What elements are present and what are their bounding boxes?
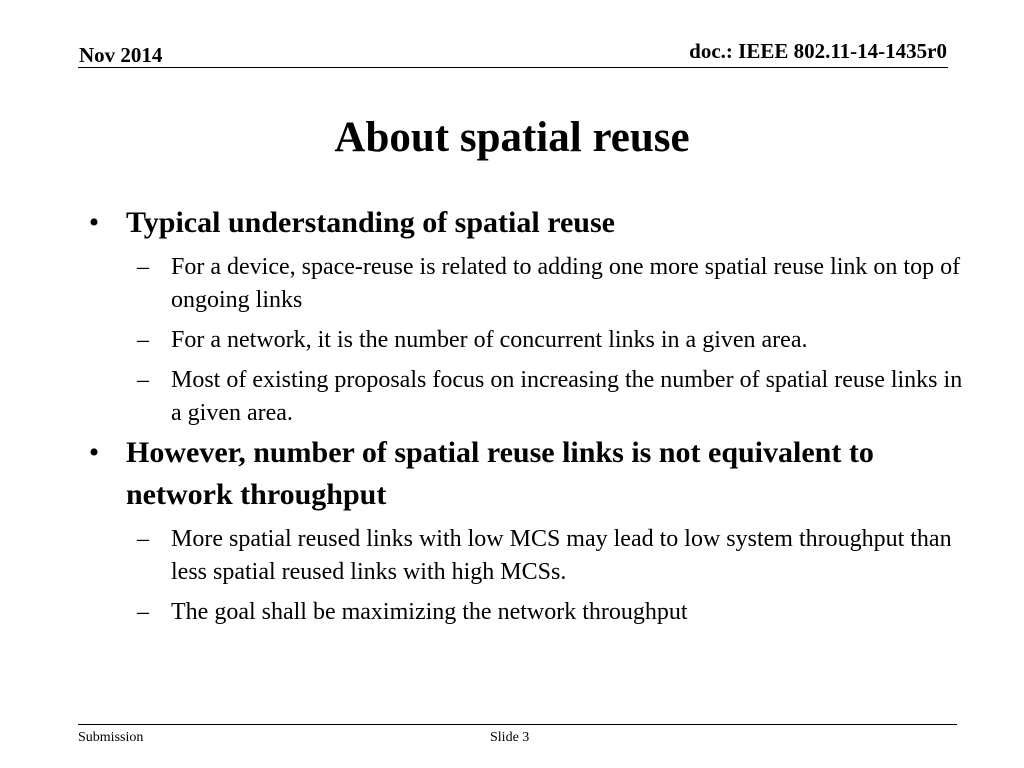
sub-bullet-text: More spatial reused links with low MCS may lead to low system throughput than less spatial reused links with high MCSs. [171,526,952,585]
footer-submission: Submission [78,730,144,745]
sub-bullet-marker: – [137,526,149,552]
bullet-text: However, number of spatial reuse links is not equivalent to network throughput [126,436,874,511]
bullet-item [84,202,964,244]
sub-bullet-item [84,324,966,357]
sub-bullet-text: For a network, it is the number of concurrent links in a given area. [171,327,808,353]
sub-bullet-item [84,251,966,317]
footer-divider [78,724,957,725]
sub-bullet-text: Most of existing proposals focus on increasing the number of spatial reuse links in a given area. [171,367,963,426]
sub-bullet-item [84,364,966,430]
sub-bullet-marker: – [137,327,149,353]
bullet-marker: • [88,436,100,469]
header-divider [78,67,948,68]
header-doc-id: doc.: IEEE 802.11-14-1435r0 [689,39,947,63]
sub-bullet-text: For a device, space-reuse is related to adding one more spatial reuse link on top of ongoing links [171,254,961,313]
sub-bullet-item [84,596,966,629]
slide-title: About spatial reuse [334,114,690,161]
header-date: Nov 2014 [79,43,163,67]
sub-bullet-marker: – [137,599,149,625]
bullet-marker: • [88,206,100,239]
sub-bullet-marker: – [137,367,149,393]
sub-bullet-text: The goal shall be maximizing the network throughput [171,599,688,625]
footer-slide-number: Slide 3 [490,730,530,745]
bullet-item [84,432,964,516]
slide-body [84,202,964,629]
sub-bullet-marker: – [137,254,149,280]
sub-bullet-item [84,523,966,589]
bullet-text: Typical understanding of spatial reuse [126,206,615,239]
